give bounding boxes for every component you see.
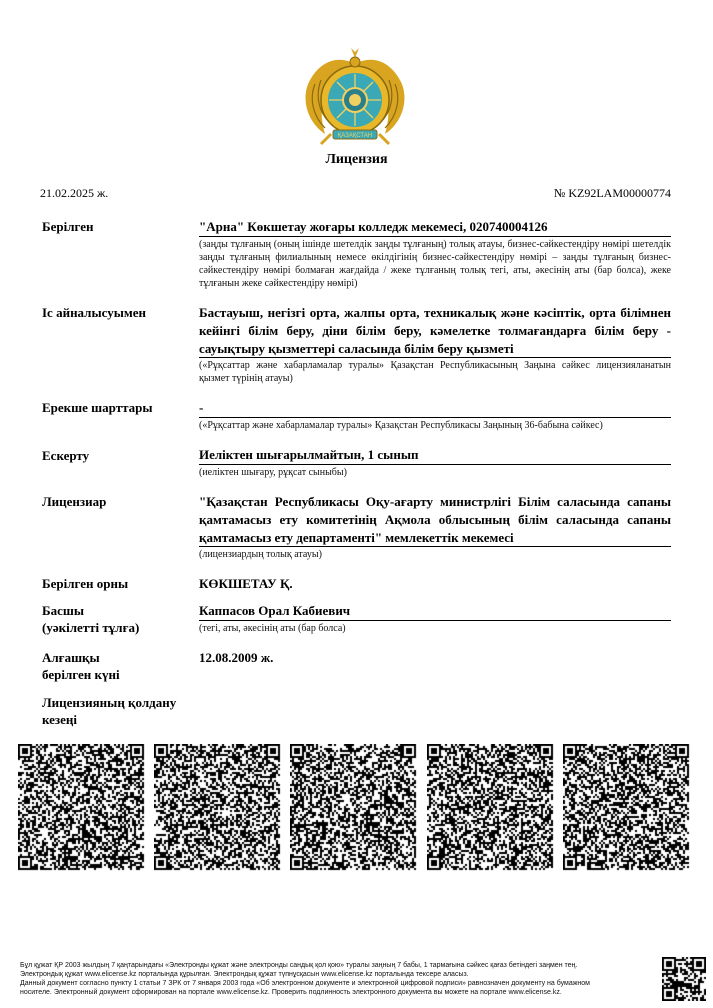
licensor-value: "Қазақстан Республикасы Оқу-ағарту министрлігі Білім саласында сапаны қамтамасыз ету комитетінің Ақмола облысының білім саласында сапаны қамтамасыз ету департаменті" мемлекеттік мекемесі [199, 494, 671, 545]
footer-qr-code [662, 957, 706, 1001]
remark-note: (иеліктен шығару, рұқсат сыныбы) [199, 467, 347, 478]
document-title: Лицензия [325, 152, 388, 167]
special-conditions-label: Ерекше шарттары [42, 400, 153, 415]
qr-code-1 [18, 744, 145, 871]
issued-to-underline [199, 236, 671, 237]
licensor-note: (лицензиардың толық атауы) [199, 549, 322, 560]
head-label-line2: (уәкілетті тұлға) [42, 620, 140, 635]
footer-line-2: Электрондық құжат www.elicense.kz порталында құрылған. Электрондық құжат түпнұсқасын www.elicense.kz порталында тексере аласыз. [20, 971, 469, 978]
validity-label [42, 694, 197, 728]
issued-to-value: "Арна" Көкшетау жоғары колледж мекемесі, 020740004126 [199, 219, 548, 234]
license-number: № KZ92LAM00000774 [553, 186, 671, 200]
footer-line-3: Данный документ согласно пункту 1 статьи 7 ЗРК от 7 января 2003 года «Об электронном документе и электронной цифровой подписи» равнозначен документу на бумажном [20, 980, 590, 987]
special-conditions-value: - [199, 400, 204, 415]
activity-value: Бастауыш, негізгі орта, жалпы орта, техникалық және кәсіптік, орта білімнен кейінгі білім беру, діни білім беру, кәмелетке толмағандарға білім беру - сауықтыру қызметтері саласында білім беру қызметі [199, 305, 671, 356]
qr-code-4 [427, 744, 554, 871]
first-issue-value: 12.08.2009 ж. [199, 650, 274, 665]
first-issue-label [42, 649, 192, 683]
qr-code-3 [290, 744, 417, 871]
place-label: Берілген орны [42, 576, 129, 591]
issue-date: 21.02.2025 ж. [40, 186, 109, 200]
special-conditions-underline [199, 417, 671, 418]
licensor-label: Лицензиар [42, 494, 107, 509]
validity-label-line2: кезеңі [42, 712, 78, 727]
first-issue-label-line2: берілген күні [42, 667, 120, 682]
svg-text:ҚАЗАҚСТАН: ҚАЗАҚСТАН [337, 133, 373, 139]
licensor-underline [199, 546, 671, 547]
state-emblem [297, 44, 413, 150]
qr-code-2 [154, 744, 281, 871]
qr-code-5 [563, 744, 690, 871]
footer-line-1: Бұл құжат ҚР 2003 жылдың 7 қаңтарындағы «Электронды құжат және электронды сандық қол қою» туралы заңның 7 бабы, 1 тармағына сәйкес қағаз бетіндегі заңмен тең. [20, 962, 578, 969]
special-conditions-note: («Рұқсаттар және хабарламалар туралы» Қазақстан Республикасы Заңының 36-бабына сәйкес) [199, 420, 603, 431]
first-issue-label-line1: Алғашқы [42, 650, 100, 665]
footer-legal-text [20, 961, 655, 997]
remark-value: Иеліктен шығарылмайтын, 1 сынып [199, 447, 419, 462]
issued-to-note: (заңды тұлғаның (оның ішінде шетелдік заңды тұлғаның) толық атауы, бизнес-сәйкестендіру нөмірі шетелдік заңды тұлғаның филиалының немесе өкілдігінің бизнес-сәйкестендіру нөмірі – заңды тұлғаның бизнес-сәйкестендіру нөмірі болмаған жағдайда / жеке тұлғаның толық тегі, аты, әкесінің аты (бар болса), жеке тұлғанын жеке сәйкестендіру нөмірі) [199, 239, 671, 289]
head-note: (тегі, аты, әкесінің аты (бар болса) [199, 623, 346, 634]
head-label [42, 602, 192, 636]
issued-to-label: Берілген [42, 219, 94, 234]
activity-label: Іс айналысуымен [42, 305, 146, 320]
head-value: Каппасов Орал Кабиевич [199, 603, 351, 618]
footer-line-4: носителе. Электронный документ сформирован на портале www.elicense.kz. Проверить подлинность электронного документа вы можете на портале www.elicense.kz. [20, 989, 562, 996]
head-underline [199, 620, 671, 621]
activity-underline [199, 357, 671, 358]
place-value: КӨКШЕТАУ Қ. [199, 576, 293, 591]
remark-underline [199, 464, 671, 465]
activity-note: («Рұқсаттар және хабарламалар туралы» Қазақстан Республикасының Заңына сәйкес лицензияланатын қызмет түрінің атауы) [199, 360, 671, 384]
head-label-line1: Басшы [42, 603, 84, 618]
remark-label: Ескерту [42, 448, 90, 463]
validity-label-line1: Лицензияның қолдану [42, 695, 177, 710]
